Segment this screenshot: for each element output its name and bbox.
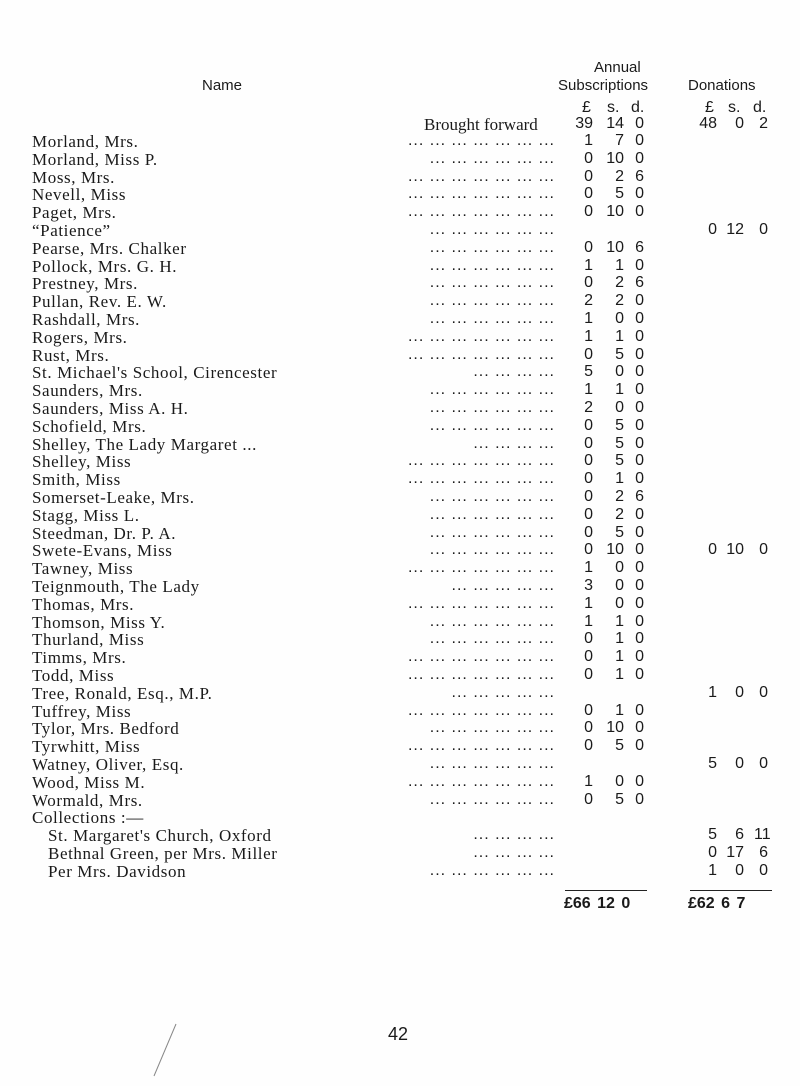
leader-dots: ... ... ... ... ... ... ...: [407, 452, 555, 470]
subs-pence: 6: [635, 274, 644, 292]
subs-pounds: 0: [584, 737, 593, 755]
subs-shillings: 1: [615, 256, 624, 274]
subs-pounds: 0: [584, 416, 593, 434]
ledger-row: [0, 666, 800, 684]
column-header-name: Name: [202, 77, 243, 94]
subscriber-name: Tylor, Mrs. Bedford: [32, 719, 180, 739]
ledger-row: [0, 470, 800, 488]
ledger-row: [0, 346, 800, 364]
subs-shillings: 5: [615, 737, 624, 755]
leader-dots: ... ... ... ... ... ...: [429, 755, 555, 772]
subscriber-name: Rogers, Mrs.: [32, 327, 128, 347]
don-pence: 0: [759, 221, 768, 238]
leader-dots: ... ... ... ... ... ... ...: [407, 666, 555, 683]
subs-pounds: 0: [584, 238, 593, 256]
ledger-row: [0, 648, 800, 666]
leader-dots: ... ... ... ... ... ...: [429, 523, 555, 541]
subs-shillings: 2: [615, 274, 624, 292]
subscriber-name: Tuffrey, Miss: [32, 701, 132, 721]
subscriber-name: Swete-Evans, Miss: [32, 541, 173, 561]
subs-shillings: 0: [615, 363, 624, 381]
leader-dots: ... ... ... ... ... ...: [429, 399, 555, 416]
subs-pounds: 0: [584, 185, 593, 203]
subscriber-name: Saunders, Mrs.: [32, 381, 143, 401]
column-header-subscriptions-line1: Annual: [594, 59, 641, 76]
ledger-row: [0, 132, 800, 150]
don-pence: 11: [754, 826, 771, 844]
subs-pounds: 3: [584, 577, 593, 594]
subs-shillings: 1: [615, 701, 624, 719]
subs-pounds: 0: [584, 470, 593, 488]
subs-shillings: 1: [615, 648, 624, 666]
subs-pence: 0: [635, 594, 644, 612]
subs-pounds: 0: [584, 274, 593, 292]
leader-dots: ... ... ... ... ... ... ...: [407, 203, 555, 221]
don-pounds: 0: [708, 844, 717, 861]
don-pounds: 0: [708, 221, 717, 238]
subscriber-name: Rashdall, Mrs.: [32, 310, 141, 329]
ledger-row: [0, 363, 800, 381]
subs-pounds: 0: [584, 666, 593, 683]
don-shillings: 10: [726, 541, 744, 559]
subs-pence: 0: [635, 434, 644, 452]
leader-dots: ... ... ... ...: [473, 363, 555, 381]
donations-total: £62 6 7: [688, 895, 746, 912]
subscriber-name: Wood, Miss M.: [32, 772, 146, 792]
subscriber-name: Pullan, Rev. E. W.: [32, 292, 167, 312]
ledger-row: [0, 773, 800, 791]
brought-forward-label: Brought forward: [424, 115, 538, 134]
don-shillings: 12: [726, 221, 744, 238]
subs-pence: 0: [635, 327, 644, 345]
subs-pence: 0: [635, 381, 644, 399]
subs-pence: 0: [635, 399, 644, 416]
leader-dots: ... ... ... ... ... ... ...: [407, 772, 555, 790]
subs-pence: 0: [635, 132, 644, 149]
ledger-row: [0, 292, 800, 310]
subscriber-name: Somerset-Leake, Mrs.: [32, 488, 195, 507]
subs-pounds: 0: [584, 701, 593, 719]
subs-pence: 0: [635, 737, 644, 755]
leader-dots: ... ... ... ... ... ... ...: [407, 701, 555, 719]
subs-shillings: 10: [606, 541, 624, 559]
don-shilling-label: s.: [728, 99, 741, 116]
subs-shillings: 0: [615, 577, 624, 594]
subs-pence: 0: [635, 310, 644, 327]
subs-pound-sign: £: [582, 99, 591, 116]
leader-dots: ... ... ... ... ... ...: [429, 238, 555, 256]
subs-shilling-label: s.: [607, 99, 620, 116]
subscriber-name: Moss, Mrs.: [32, 167, 115, 187]
subs-pounds: 0: [584, 630, 593, 648]
subs-pence: 0: [635, 701, 644, 719]
don-pence-label: d.: [753, 99, 767, 116]
ledger-row: [0, 274, 800, 292]
subs-shillings: 10: [606, 149, 624, 167]
subs-shillings: 5: [615, 790, 624, 808]
subscriber-name: Pearse, Mrs. Chalker: [32, 238, 187, 258]
brought-forward-don-pence: 2: [759, 115, 768, 132]
subs-shillings: 0: [615, 772, 624, 790]
column-header-subscriptions-line2: Subscriptions: [558, 77, 649, 94]
subscriber-name: Paget, Mrs.: [32, 203, 117, 223]
subs-pounds: 0: [584, 488, 593, 505]
pencil-mark: [150, 1020, 180, 1080]
ledger-row: [0, 452, 800, 470]
subscriber-name: “Patience”: [32, 221, 111, 240]
subs-shillings: 1: [615, 381, 624, 399]
subs-pounds: 1: [584, 132, 593, 149]
subs-pounds: 0: [584, 167, 593, 185]
don-pounds: 1: [708, 861, 717, 879]
subs-pence: 0: [635, 666, 644, 683]
brought-forward-subs-pounds: 39: [575, 115, 593, 132]
subs-pounds: 0: [584, 790, 593, 808]
subs-shillings: 1: [615, 630, 624, 648]
subs-shillings: 1: [615, 327, 624, 345]
leader-dots: ... ... ... ... ... ...: [429, 861, 555, 879]
subs-shillings: 5: [615, 434, 624, 452]
ledger-row: [0, 168, 800, 186]
don-pence: 0: [759, 755, 768, 772]
subs-pounds: 0: [584, 203, 593, 221]
ledger-row: [0, 808, 800, 826]
subs-pounds: 1: [584, 327, 593, 345]
don-pounds: 1: [708, 683, 717, 701]
ledger-row: [0, 719, 800, 737]
don-shillings: 0: [735, 683, 744, 701]
subs-pence: 0: [635, 612, 644, 630]
subs-pence: 0: [635, 790, 644, 808]
subs-pounds: 0: [584, 345, 593, 363]
subs-pence: 0: [635, 772, 644, 790]
subs-pence: 0: [635, 523, 644, 541]
leader-dots: ... ... ... ... ... ... ...: [407, 132, 555, 149]
leader-dots: ... ... ... ... ... ... ...: [407, 470, 555, 488]
leader-dots: ... ... ... ... ... ... ...: [407, 167, 555, 185]
don-pounds: 5: [708, 826, 717, 844]
subs-pounds: 1: [584, 612, 593, 630]
subs-pence: 0: [635, 577, 644, 594]
subs-pence: 0: [635, 630, 644, 648]
leader-dots: ... ... ... ... ... ... ...: [407, 345, 555, 363]
leader-dots: ... ... ... ... ... ...: [429, 630, 555, 648]
subscriptions-total: £66 12 0: [564, 895, 631, 912]
subs-pounds: 0: [584, 541, 593, 559]
ledger-row: [0, 399, 800, 417]
ledger-row: [0, 684, 800, 702]
subscriber-name: Collections :—: [32, 808, 144, 828]
don-shillings: 17: [726, 844, 744, 861]
ledger-row: [0, 506, 800, 524]
subscriber-name: Per Mrs. Davidson: [48, 861, 187, 881]
subscriber-name: Tawney, Miss: [32, 559, 134, 579]
subscriber-name: Stagg, Miss L.: [32, 505, 140, 525]
subs-shillings: 1: [615, 666, 624, 683]
leader-dots: ... ... ... ... ... ... ...: [407, 594, 555, 612]
subs-pence: 0: [635, 648, 644, 666]
subscriber-name: Watney, Oliver, Esq.: [32, 755, 184, 774]
ledger-row: [0, 417, 800, 435]
subs-pounds: 1: [584, 381, 593, 399]
subs-shillings: 1: [615, 470, 624, 488]
don-total-rule-top: [690, 890, 772, 891]
subs-shillings: 1: [615, 612, 624, 630]
subs-pounds: 0: [584, 434, 593, 452]
subs-pounds: 1: [584, 594, 593, 612]
subscriber-name: St. Michael's School, Cirencester: [32, 363, 278, 383]
subscriber-name: Morland, Miss P.: [32, 149, 158, 169]
subs-pence-label: d.: [631, 99, 645, 116]
subs-shillings: 5: [615, 345, 624, 363]
subs-shillings: 5: [615, 185, 624, 203]
ledger-row: [0, 595, 800, 613]
subs-pounds: 1: [584, 256, 593, 274]
subscriber-name: Schofield, Mrs.: [32, 416, 147, 436]
subs-shillings: 2: [615, 292, 624, 310]
brought-forward-don-pounds: 48: [699, 115, 717, 132]
subscriber-name: Rust, Mrs.: [32, 345, 110, 365]
ledger-row: [0, 203, 800, 221]
leader-dots: ... ... ... ... ... ... ...: [407, 559, 555, 577]
leader-dots: ... ... ... ... ...: [451, 577, 555, 594]
subs-pence: 6: [635, 488, 644, 505]
brought-forward-subs-pence: 0: [635, 115, 644, 132]
ledger-row: [0, 702, 800, 720]
leader-dots: ... ... ... ...: [473, 434, 555, 452]
subs-pence: 0: [635, 452, 644, 470]
ledger-row: [0, 737, 800, 755]
subscriber-name: Steedman, Dr. P. A.: [32, 523, 177, 543]
subs-pence: 0: [635, 719, 644, 737]
brought-forward-subs-shillings: 14: [606, 115, 624, 132]
ledger-row: [0, 524, 800, 542]
ledger-row: [0, 630, 800, 648]
don-shillings: 6: [735, 826, 744, 844]
subscriber-name: Tyrwhitt, Miss: [32, 737, 141, 757]
subs-pence: 0: [635, 416, 644, 434]
subs-total-rule-top: [565, 890, 647, 891]
subs-pounds: 1: [584, 559, 593, 577]
leader-dots: ... ... ... ... ... ...: [429, 505, 555, 523]
subscriber-name: Prestney, Mrs.: [32, 274, 138, 294]
ledger-row: [0, 185, 800, 203]
subs-pence: 0: [635, 541, 644, 559]
subs-pounds: 2: [584, 292, 593, 310]
subs-pounds: 0: [584, 452, 593, 470]
leader-dots: ... ... ... ... ... ... ...: [407, 327, 555, 345]
subs-pence: 0: [635, 505, 644, 523]
subs-shillings: 5: [615, 523, 624, 541]
subs-shillings: 5: [615, 452, 624, 470]
ledger-row: [0, 310, 800, 328]
subscriber-name: Tree, Ronald, Esq., M.P.: [32, 683, 213, 703]
ledger-row: [0, 541, 800, 559]
leader-dots: ... ... ... ... ... ...: [429, 541, 555, 559]
leader-dots: ... ... ... ... ... ...: [429, 149, 555, 167]
ledger-row: [0, 435, 800, 453]
subs-shillings: 0: [615, 310, 624, 327]
subscriber-name: Shelley, Miss: [32, 452, 132, 472]
ledger-row: [0, 381, 800, 399]
don-shillings: 0: [735, 861, 744, 879]
leader-dots: ... ... ... ... ... ...: [429, 612, 555, 630]
don-pence: 0: [759, 861, 768, 879]
subscriber-name: Todd, Miss: [32, 666, 115, 685]
brought-forward-row: [0, 115, 800, 133]
leader-dots: ... ... ... ... ... ...: [429, 719, 555, 737]
ledger-row: [0, 577, 800, 595]
subs-pence: 0: [635, 559, 644, 577]
subs-pence: 0: [635, 256, 644, 274]
subs-shillings: 5: [615, 416, 624, 434]
subscriber-name: Saunders, Miss A. H.: [32, 399, 189, 418]
don-pence: 0: [759, 541, 768, 559]
don-pence: 0: [759, 683, 768, 701]
subscriber-name: Thomas, Mrs.: [32, 594, 135, 614]
subs-pence: 6: [635, 238, 644, 256]
subscriber-name: Thurland, Miss: [32, 630, 145, 650]
ledger-row: [0, 257, 800, 275]
subs-pounds: 1: [584, 772, 593, 790]
subs-shillings: 2: [615, 505, 624, 523]
column-header-donations: Donations: [688, 77, 756, 94]
leader-dots: ... ... ... ... ... ... ...: [407, 648, 555, 666]
leader-dots: ... ... ... ... ... ...: [429, 274, 555, 292]
leader-dots: ... ... ... ... ... ...: [429, 310, 555, 327]
leader-dots: ... ... ... ... ... ...: [429, 416, 555, 434]
subscriber-name: Thomson, Miss Y.: [32, 612, 166, 632]
subscriber-name: St. Margaret's Church, Oxford: [48, 826, 272, 846]
subs-shillings: 10: [606, 238, 624, 256]
subscriber-name: Morland, Mrs.: [32, 132, 139, 151]
subs-pence: 0: [635, 203, 644, 221]
ledger-row: [0, 613, 800, 631]
subs-pence: 0: [635, 345, 644, 363]
subscriber-name: Bethnal Green, per Mrs. Miller: [48, 844, 278, 863]
subs-pounds: 2: [584, 399, 593, 416]
leader-dots: ... ... ... ... ...: [451, 683, 555, 701]
leader-dots: ... ... ... ... ... ...: [429, 488, 555, 505]
ledger-row: [0, 791, 800, 809]
subs-pounds: 0: [584, 719, 593, 737]
subs-shillings: 0: [615, 559, 624, 577]
subs-pounds: 0: [584, 648, 593, 666]
ledger-row: [0, 328, 800, 346]
leader-dots: ... ... ... ... ... ...: [429, 381, 555, 399]
subs-pence: 0: [635, 470, 644, 488]
subs-pounds: 0: [584, 505, 593, 523]
don-pence: 6: [759, 844, 768, 861]
leader-dots: ... ... ... ... ... ... ...: [407, 737, 555, 755]
ledger-row: [0, 221, 800, 239]
don-pounds: 0: [708, 541, 717, 559]
ledger-row: [0, 755, 800, 773]
leader-dots: ... ... ... ... ... ...: [429, 221, 555, 238]
don-shillings: 0: [735, 755, 744, 772]
subs-pounds: 1: [584, 310, 593, 327]
subs-shillings: 0: [615, 399, 624, 416]
leader-dots: ... ... ... ...: [473, 826, 555, 844]
ledger-row: [0, 150, 800, 168]
subs-shillings: 7: [615, 132, 624, 149]
subs-shillings: 2: [615, 167, 624, 185]
leader-dots: ... ... ... ... ... ...: [429, 292, 555, 310]
subscriber-name: Nevell, Miss: [32, 185, 127, 205]
subs-shillings: 2: [615, 488, 624, 505]
subs-pence: 0: [635, 185, 644, 203]
subscriber-name: Smith, Miss: [32, 470, 121, 490]
leader-dots: ... ... ... ...: [473, 844, 555, 861]
leader-dots: ... ... ... ... ... ...: [429, 256, 555, 274]
subs-pence: 0: [635, 149, 644, 167]
subs-pounds: 5: [584, 363, 593, 381]
leader-dots: ... ... ... ... ... ... ...: [407, 185, 555, 203]
page-number: 42: [388, 1024, 409, 1044]
leader-dots: ... ... ... ... ... ...: [429, 790, 555, 808]
subs-shillings: 10: [606, 719, 624, 737]
don-pounds: 5: [708, 755, 717, 772]
subs-pounds: 0: [584, 149, 593, 167]
ledger-row: [0, 862, 800, 880]
subscriber-name: Shelley, The Lady Margaret ...: [32, 434, 257, 454]
subscriber-name: Teignmouth, The Lady: [32, 577, 200, 596]
ledger-row: [0, 559, 800, 577]
subscriber-name: Wormald, Mrs.: [32, 790, 143, 810]
ledger-row: [0, 239, 800, 257]
subs-pence: 6: [635, 167, 644, 185]
subscriber-name: Timms, Mrs.: [32, 648, 127, 668]
ledger-row: [0, 826, 800, 844]
ledger-row: [0, 488, 800, 506]
ledger-row: [0, 844, 800, 862]
subs-pence: 0: [635, 363, 644, 381]
subscriber-name: Pollock, Mrs. G. H.: [32, 256, 178, 276]
subs-shillings: 0: [615, 594, 624, 612]
don-pound-sign: £: [705, 99, 714, 116]
subs-shillings: 10: [606, 203, 624, 221]
brought-forward-don-shillings: 0: [735, 115, 744, 132]
subs-pounds: 0: [584, 523, 593, 541]
subs-pence: 0: [635, 292, 644, 310]
